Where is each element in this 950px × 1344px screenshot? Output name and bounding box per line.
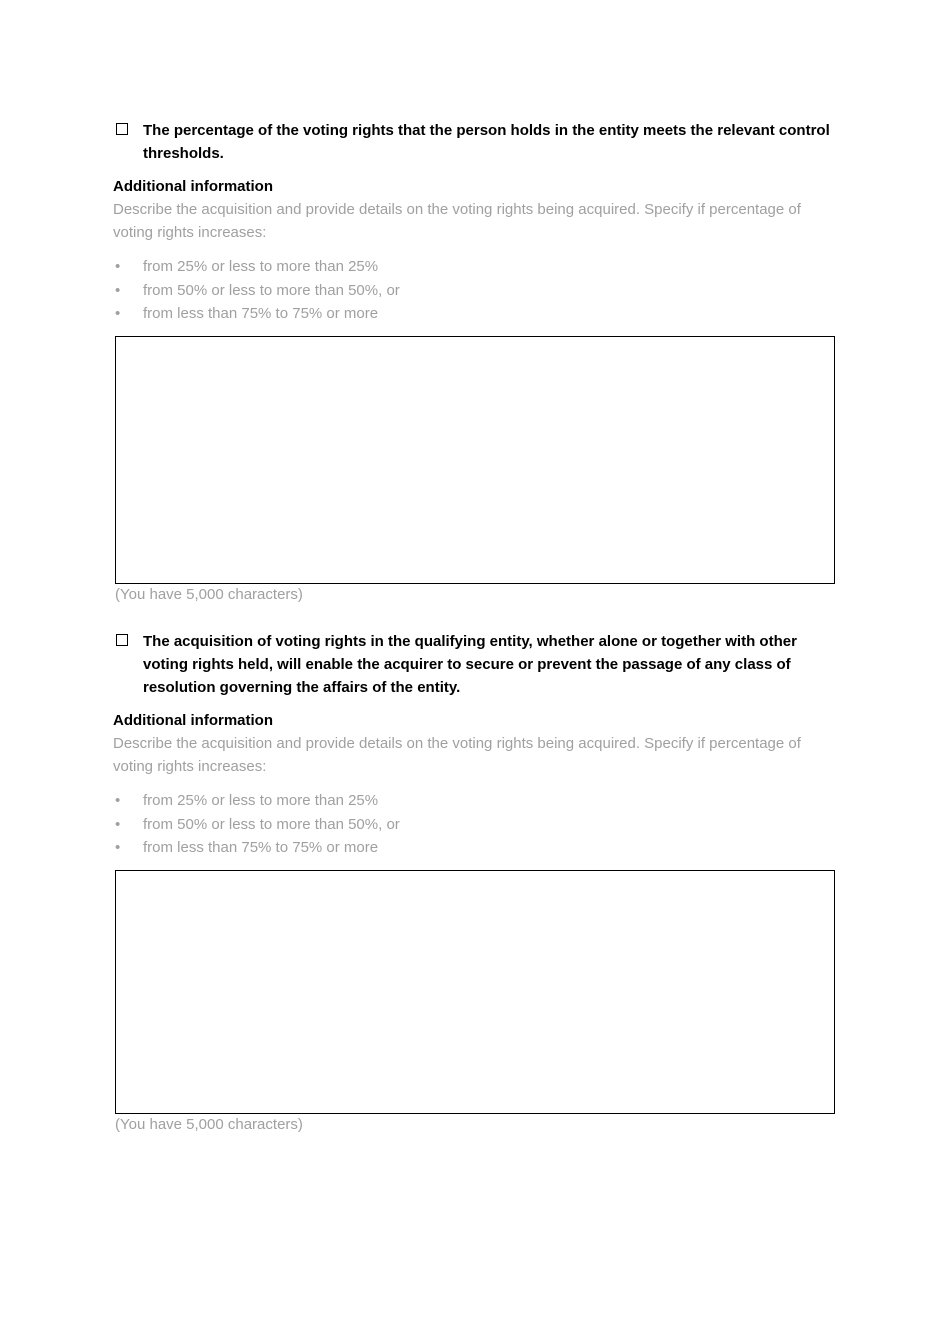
bullet-icon: • [115, 815, 121, 833]
control-threshold-checkbox[interactable] [116, 123, 128, 135]
character-counter: (You have 5,000 characters) [115, 1115, 303, 1133]
threshold-bullet-list [113, 255, 835, 326]
additional-information-hint: Describe the acquisition and provide details on the voting rights being acquired. Specify if percentage of voting rights increases: [113, 735, 801, 775]
additional-information-heading: Additional information [113, 178, 273, 195]
resolution-control-option [113, 630, 835, 699]
bullet-icon: • [115, 839, 121, 856]
resolution-control-label: The acquisition of voting rights in the qualifying entity, whether alone or together with other voting rights held, will enable the acquirer to secure or prevent the passage of any class of resolution governing the affairs of the entity. [143, 633, 797, 696]
list-item: • from 50% or less to more than 50%, or [113, 279, 835, 303]
control-threshold-option [113, 119, 835, 165]
list-item: • from 25% or less to more than 25% [113, 255, 835, 279]
bullet-icon: • [115, 281, 121, 299]
character-counter: (You have 5,000 characters) [115, 585, 303, 603]
list-item: • from less than 75% to 75% or more [113, 836, 835, 860]
list-item: • from 50% or less to more than 50%, or [113, 813, 835, 837]
resolution-control-section [113, 630, 835, 1136]
additional-information-hint: Describe the acquisition and provide details on the voting rights being acquired. Specify if percentage of voting rights increases: [113, 201, 801, 241]
resolution-control-checkbox[interactable] [116, 634, 128, 646]
additional-information-textarea[interactable] [115, 870, 835, 1114]
additional-information-heading: Additional information [113, 712, 273, 729]
list-item: • from less than 75% to 75% or more [113, 302, 835, 326]
control-threshold-section [113, 119, 835, 606]
bullet-icon: • [115, 305, 121, 322]
bullet-icon: • [115, 258, 121, 275]
additional-information-textarea[interactable] [115, 336, 835, 584]
bullet-icon: • [115, 792, 121, 809]
threshold-bullet-list [113, 789, 835, 860]
control-threshold-label: The percentage of the voting rights that the person holds in the entity meets the relevant control thresholds. [143, 122, 830, 162]
list-item: • from 25% or less to more than 25% [113, 789, 835, 813]
